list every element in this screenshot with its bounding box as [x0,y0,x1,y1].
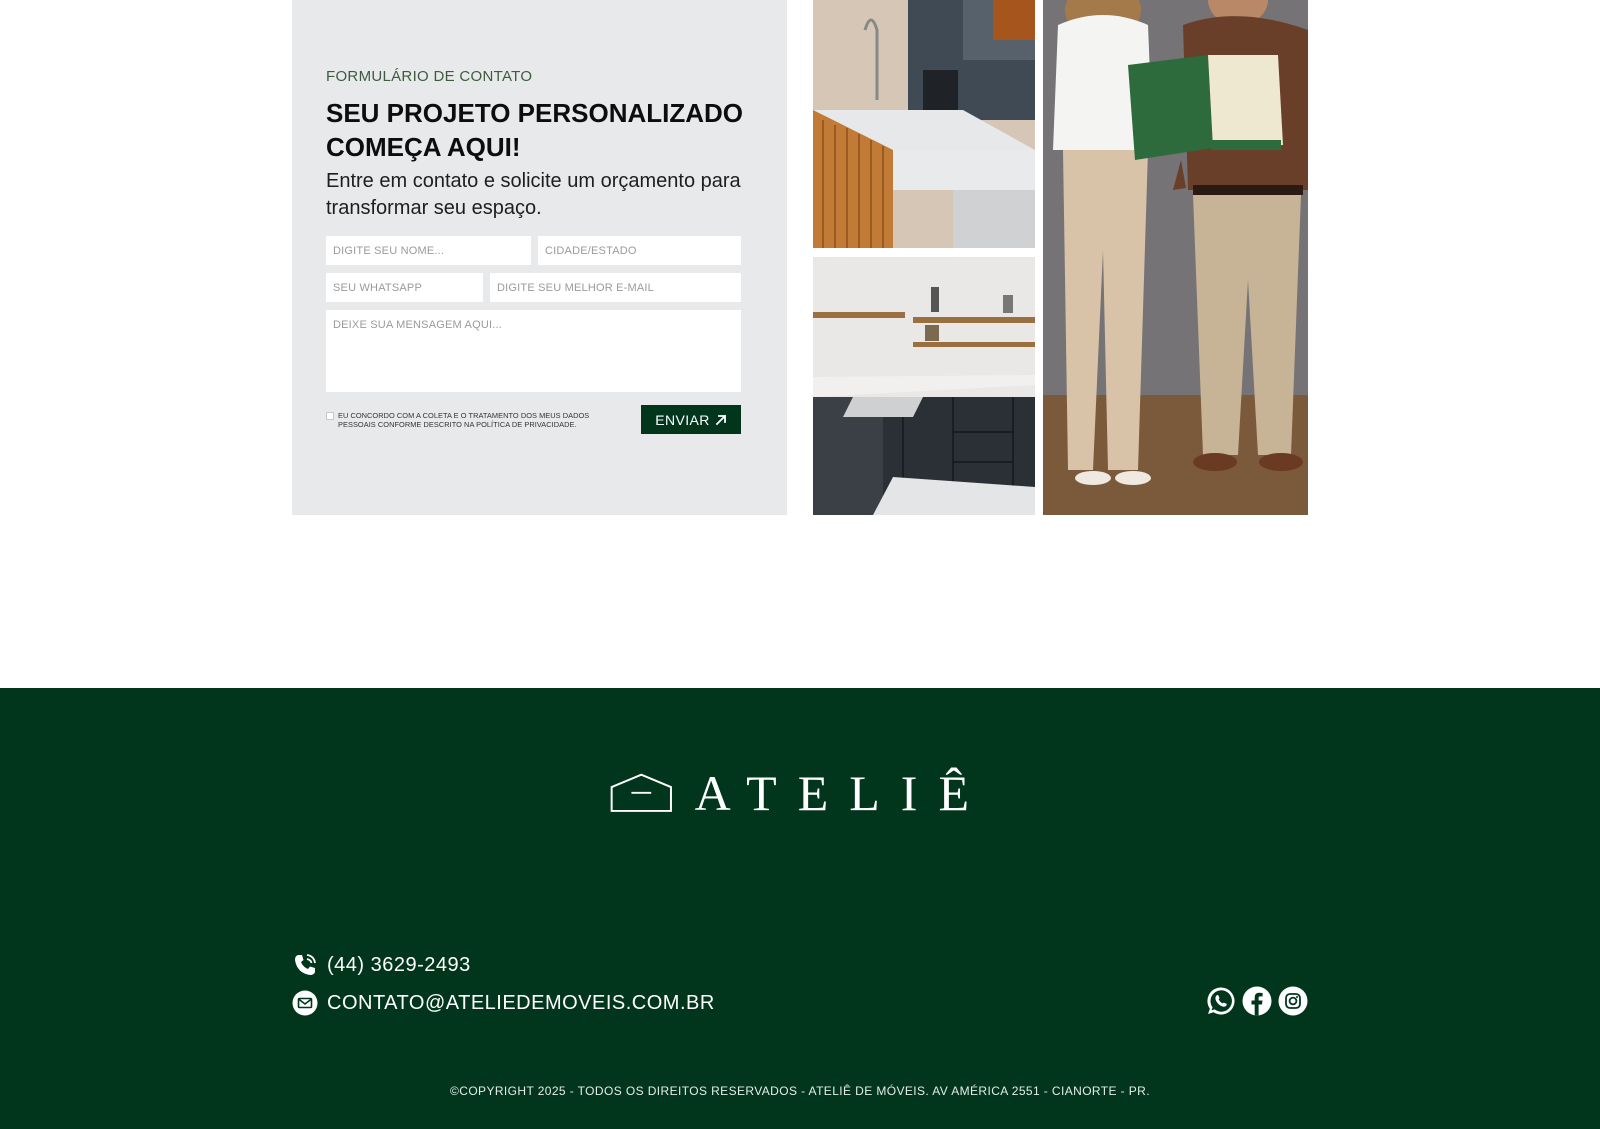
email-input[interactable] [490,273,741,302]
phone-number: (44) 3629-2493 [327,953,471,976]
whatsapp-input[interactable] [326,273,483,302]
whatsapp-icon[interactable] [1206,986,1236,1016]
consent-label: EU CONCORDO COM A COLETA E O TRATAMENTO DOS MEUS DADOS PESSOAIS CONFORME DESCRITO NA POLÍTICA DE PRIVACIDADE. [338,411,590,429]
contact-form-panel [292,0,787,515]
atelie-logo[interactable] [610,765,990,821]
name-input[interactable] [326,236,531,265]
instagram-icon[interactable] [1278,986,1308,1016]
phone-icon [292,952,318,978]
send-button[interactable] [641,405,741,434]
couple-with-catalog-photo [1043,0,1308,515]
send-button-label: ENVIAR [655,411,710,428]
facebook-icon[interactable] [1242,986,1272,1016]
city-state-input[interactable] [538,236,741,265]
consent-checkbox[interactable] [326,412,334,420]
message-textarea[interactable] [326,310,741,392]
mail-icon [292,990,318,1016]
logo-wordmark: ATELIÊ [694,765,990,821]
privacy-consent[interactable] [326,411,626,429]
house-logo-icon [610,768,673,816]
kitchen-island-photo [813,0,1035,248]
form-eyebrow: FORMULÁRIO DE CONTATO [326,68,533,85]
form-lead-text: Entre em contato e solicite um orçamento para transformar seu espaço. [326,170,741,219]
footer-email[interactable] [292,990,715,1016]
form-headline: SEU PROJETO PERSONALIZADO COMEÇA AQUI! [326,98,744,162]
social-links [1206,986,1308,1016]
kitchen-cabinets-photo [813,257,1035,515]
arrow-up-right-icon [715,414,727,426]
footer-phone[interactable] [292,952,471,978]
email-address: CONTATO@ATELIEDEMOVEIS.COM.BR [327,991,715,1014]
copyright-text: ©COPYRIGHT 2025 - TODOS OS DIREITOS RESERVADOS - ATELIÊ DE MÓVEIS. AV AMÉRICA 2551 - CIANORTE - PR. [450,1084,1150,1098]
site-footer [0,688,1600,1129]
